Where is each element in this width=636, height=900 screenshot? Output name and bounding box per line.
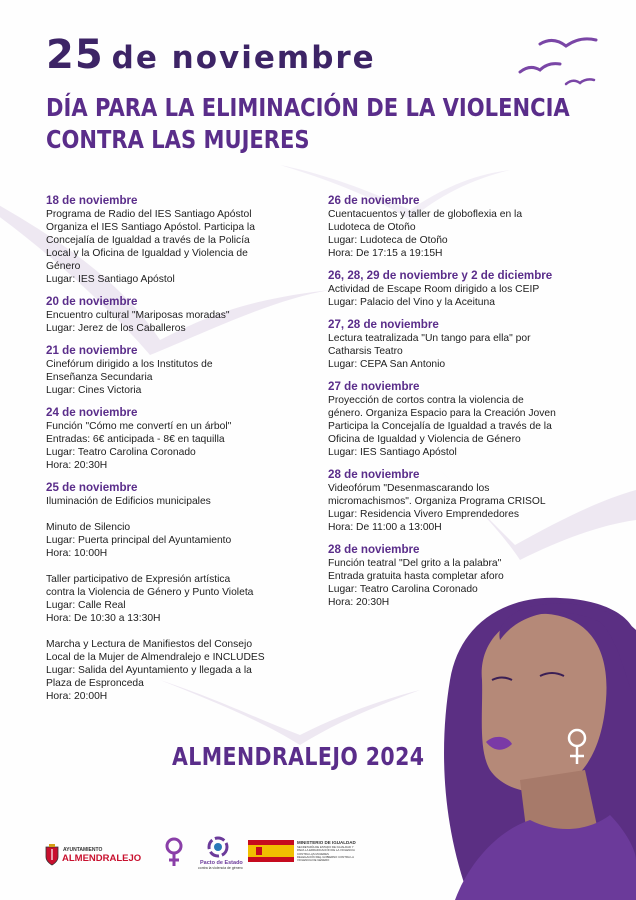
event-line: Lugar: IES Santiago Apóstol xyxy=(46,274,175,285)
event-date: 21 de noviembre xyxy=(46,344,138,357)
event-line: Concejalía de Igualdad a través de la Policía xyxy=(46,235,250,246)
title-day: 25 xyxy=(46,32,104,78)
event-date: 27 de noviembre xyxy=(328,380,420,393)
subtitle-line: DÍA PARA LA ELIMINACIÓN DE LA VIOLENCIA xyxy=(46,93,570,122)
event-line: Entradas: 6€ anticipada - 8€ en taquilla xyxy=(46,434,225,445)
event-item xyxy=(328,318,586,371)
event-line: Lugar: Ludoteca de Otoño xyxy=(328,235,448,246)
event-item xyxy=(46,481,308,703)
event-line: Hora: De 10:30 a 13:30H xyxy=(46,613,161,624)
event-line: Lugar: IES Santiago Apóstol xyxy=(328,447,457,458)
event-date: 24 de noviembre xyxy=(46,406,138,419)
event-sub-item xyxy=(46,638,308,703)
event-line: Marcha y Lectura de Manifiestos del Consejo xyxy=(46,639,253,650)
event-line: Organiza el IES Santiago Apóstol. Participa la xyxy=(46,222,255,233)
event-line: Lugar: Palacio del Vino y la Aceituna xyxy=(328,297,495,308)
logo-ayuntamiento-small: AYUNTAMIENTO xyxy=(63,847,103,853)
event-line: Lectura teatralizada "Un tango para ella" por xyxy=(328,333,531,344)
bird-icon xyxy=(520,64,560,72)
event-line: Género xyxy=(46,261,81,272)
event-line: Lugar: Cines Victoria xyxy=(46,385,142,396)
event-item xyxy=(46,344,308,397)
event-sub-item xyxy=(46,573,308,625)
woman-portrait-illustration xyxy=(444,598,636,900)
city-coat-of-arms-icon xyxy=(44,844,60,866)
event-date: 26 de noviembre xyxy=(328,194,420,207)
event-line: Hora: De 17:15 a 19:15H xyxy=(328,248,443,259)
subtitle-line: CONTRA LAS MUJERES xyxy=(46,125,310,154)
event-line: Oficina de Igualdad y Violencia de Género xyxy=(328,434,521,445)
bird-icon xyxy=(540,39,596,46)
event-line: Local de la Mujer de Almendralejo e INCLUDES xyxy=(46,652,265,663)
event-line: Encuentro cultural "Mariposas moradas" xyxy=(46,310,230,321)
event-line: Plaza de Espronceda xyxy=(46,678,144,689)
event-item xyxy=(46,295,308,335)
event-line: Catharsis Teatro xyxy=(328,346,403,357)
event-line: Local y la Oficina de Igualdad y Violencia de xyxy=(46,248,248,259)
event-line: Lugar: Teatro Carolina Coronado xyxy=(46,447,196,458)
event-line: Actividad de Escape Room dirigido a los CEIP xyxy=(328,284,540,295)
pacto-de-estado-icon xyxy=(206,836,230,858)
event-date: 18 de noviembre xyxy=(46,194,138,207)
event-line: Proyección de cortos contra la violencia de xyxy=(328,395,524,406)
event-item xyxy=(328,543,586,609)
event-line: Cinefórum dirigido a los Institutos de xyxy=(46,359,213,370)
event-line: Lugar: Puerta principal del Ayuntamiento xyxy=(46,535,232,546)
events-right-column xyxy=(328,194,586,618)
event-line: Función "Cómo me convertí en un árbol" xyxy=(46,421,232,432)
event-line: Programa de Radio del IES Santiago Apóstol xyxy=(46,209,252,220)
event-line: Función teatral "Del grito a la palabra" xyxy=(328,558,502,569)
logo-pacto-label: Pacto de Estado xyxy=(200,860,243,866)
venus-logo-icon xyxy=(164,836,184,868)
event-line: Taller participativo de Expresión artística xyxy=(46,574,231,585)
event-date: 28 de noviembre xyxy=(328,543,420,556)
event-line: micromachismos". Organiza Programa CRISOL xyxy=(328,496,546,507)
event-line: Participa la Concejalía de Igualdad a través de la xyxy=(328,421,552,432)
event-item xyxy=(328,468,586,534)
event-line: Enseñanza Secundaria xyxy=(46,372,153,383)
event-date: 20 de noviembre xyxy=(46,295,138,308)
logo-pacto-sub: contra la violencia de género xyxy=(198,866,243,870)
event-line: Lugar: Calle Real xyxy=(46,600,126,611)
event-line: Minuto de Silencio xyxy=(46,522,131,533)
event-item xyxy=(46,194,308,286)
event-date: 25 de noviembre xyxy=(46,481,138,494)
event-line: Hora: 10:00H xyxy=(46,548,108,559)
logo-ministerio-sub1: SECRETARÍA DE ESTADO DE IGUALDAD Y PARA LA ERRADICACIÓN DE LA VIOLENCIA CONTRA LAS MUJERES xyxy=(297,845,355,856)
page-subtitle xyxy=(46,92,636,156)
event-line: Lugar: Jerez de los Caballeros xyxy=(46,323,186,334)
event-line: Hora: 20:30H xyxy=(328,597,390,608)
event-line: Hora: 20:30H xyxy=(46,460,108,471)
event-item xyxy=(328,380,586,459)
event-line: Hora: 20:00H xyxy=(46,691,108,702)
city-year-label: ALMENDRALEJO 2024 xyxy=(172,742,425,771)
page-title xyxy=(46,32,376,78)
event-line: Videofórum "Desenmascarando los xyxy=(328,483,490,494)
event-line: Ludoteca de Otoño xyxy=(328,222,416,233)
event-line: Lugar: Teatro Carolina Coronado xyxy=(328,584,478,595)
event-item xyxy=(328,269,586,309)
spanish-government-flag-icon xyxy=(248,840,294,862)
logo-ministerio-sub2: DELEGACIÓN DEL GOBIERNO CONTRA LA VIOLENCIA DE GÉNERO xyxy=(297,855,354,863)
logo-ministerio-label: MINISTERIO DE IGUALDAD xyxy=(297,840,356,845)
event-line: Lugar: CEPA San Antonio xyxy=(328,359,446,370)
logo-ayuntamiento-name: ALMENDRALEJO xyxy=(62,853,142,864)
sponsor-logos xyxy=(40,834,380,878)
event-line: Lugar: Salida del Ayuntamiento y llegada a la xyxy=(46,665,252,676)
event-item xyxy=(328,194,586,260)
bird-icon xyxy=(566,79,594,84)
title-month: de noviembre xyxy=(111,40,376,76)
event-line: Hora: De 11:00 a 13:00H xyxy=(328,522,442,533)
events-left-column xyxy=(46,194,308,712)
event-item xyxy=(46,406,308,472)
event-date: 26, 28, 29 de noviembre y 2 de diciembre xyxy=(328,269,553,282)
event-line: género. Organiza Espacio para la Creación Joven xyxy=(328,408,556,419)
event-line: Iluminación de Edificios municipales xyxy=(46,496,211,507)
event-sub-item xyxy=(46,521,308,560)
event-line: Lugar: Residencia Vivero Emprendedores xyxy=(328,509,519,520)
event-date: 27, 28 de noviembre xyxy=(328,318,439,331)
event-date: 28 de noviembre xyxy=(328,468,420,481)
event-line: Cuentacuentos y taller de globoflexia en la xyxy=(328,209,523,220)
event-line: contra la Violencia de Género y Punto Violeta xyxy=(46,587,254,598)
event-line: Entrada gratuita hasta completar aforo xyxy=(328,571,504,582)
